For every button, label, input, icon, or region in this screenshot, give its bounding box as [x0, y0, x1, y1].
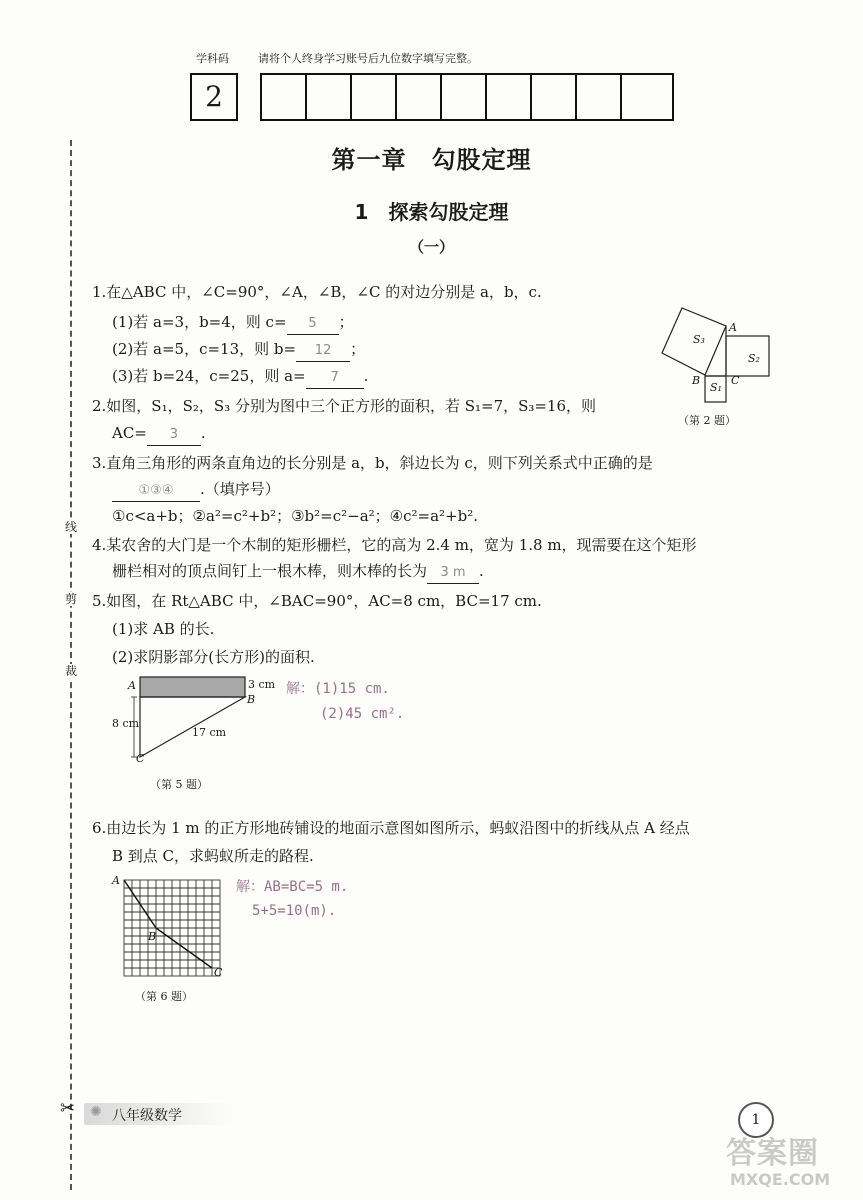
subject-code-label: 学科码 [196, 52, 229, 65]
q3-line2-end: .（填序号） [200, 480, 280, 498]
cut-word: 裁 [62, 664, 80, 678]
cut-word: 线 [62, 520, 80, 534]
q4-line2-text: 栅栏相对的顶点间钉上一根木棒，则木棒的长为 [112, 562, 428, 580]
q6-label-c: C [214, 966, 223, 979]
page-number: 1 [738, 1102, 774, 1138]
chapter-title: 第一章 勾股定理 [331, 146, 532, 174]
q2-label-a: A [729, 321, 737, 334]
q2-label-c: C [731, 374, 740, 387]
id-digit-box[interactable] [305, 73, 352, 121]
q1-stem: 1.在△ABC 中，∠C=90°，∠A，∠B，∠C 的对边分别是 a，b，c. [92, 283, 542, 301]
cut-word: 剪 [62, 592, 80, 606]
q1-sub1 [112, 312, 354, 335]
q6-label-a: A [112, 874, 120, 887]
id-digit-box[interactable] [350, 73, 397, 121]
section-title: 1 探索勾股定理 [354, 200, 509, 224]
id-digit-box[interactable] [485, 73, 532, 121]
watermark-text: 答案圈 [726, 1136, 819, 1171]
q2-label-b: B [692, 374, 701, 387]
q5-stem: 5.如图，在 Rt△ABC 中，∠BAC=90°，AC=8 cm，BC=17 cm. [92, 592, 542, 610]
q2-label-s1: S₁ [710, 381, 722, 394]
q5-answer-2: (2)45 cm². [320, 706, 405, 722]
q2-answer[interactable]: 3 [147, 425, 201, 446]
q2-line2-end: . [200, 424, 206, 442]
id-digit-box[interactable] [530, 73, 577, 121]
q1-sub2-answer[interactable]: 12 [296, 341, 350, 362]
q5-sub1: (1)求 AB 的长. [112, 620, 215, 638]
q1-sub2-text: (2)若 a=5，c=13，则 b= [112, 340, 297, 358]
q4-answer[interactable]: 3 m [427, 563, 479, 584]
q6-grid-figure [122, 878, 222, 980]
instruction: 请将个人终身学习账号后九位数字填写完整。 [258, 52, 478, 65]
footer-grade: 八年级数学 [112, 1108, 182, 1124]
q1-sub2-end: ； [350, 340, 366, 358]
q3-answer[interactable]: ①③④ [112, 481, 200, 502]
q4-line2 [112, 561, 484, 584]
star-icon: ✺ [90, 1104, 102, 1120]
q1-sub1-text: (1)若 a=3，b=4，则 c= [112, 313, 287, 331]
q2-label-s2: S₂ [748, 352, 760, 365]
id-digit-box[interactable] [440, 73, 487, 121]
q5-label-b: B [247, 693, 256, 706]
q1-sub2 [112, 339, 365, 362]
q5-label-height: 8 cm [112, 717, 140, 730]
q6-answer-1: 解：AB=BC=5 m. [236, 879, 349, 895]
q1-sub3-text: (3)若 b=24，c=25，则 a= [112, 367, 306, 385]
q6-stem: 6.由边长为 1 m 的正方形地砖铺设的地面示意图如图所示，蚂蚁沿图中的折线从点 A 经点 [92, 819, 690, 837]
q5-label-a: A [128, 679, 136, 692]
q6-label-b: B [148, 930, 157, 943]
q2-stem: 2.如图，S₁，S₂，S₃ 分别为图中三个正方形的面积，若 S₁=7，S₃=16，则 [92, 397, 597, 415]
q5-answer-1: 解：(1)15 cm. [286, 681, 390, 697]
q4-stem: 4.某农舍的大门是一个木制的矩形栅栏，它的高为 2.4 m，宽为 1.8 m，现需要在这个矩形 [92, 536, 697, 554]
q1-sub1-answer[interactable]: 5 [287, 314, 339, 335]
q6-stem2: B 到点 C，求蚂蚁所走的路程. [112, 847, 314, 865]
q3-options: ①c<a+b；②a²=c²+b²；③b²=c²−a²；④c²=a²+b². [112, 507, 479, 525]
part-label: （一） [408, 238, 454, 256]
q5-label-hypotenuse: 17 cm [192, 726, 227, 739]
q1-sub3 [112, 366, 368, 389]
q2-line2 [112, 423, 206, 446]
q1-sub3-answer[interactable]: 7 [306, 368, 364, 389]
q6-caption: （第 6 题） [135, 990, 193, 1003]
id-digit-box[interactable] [395, 73, 442, 121]
id-digit-box[interactable] [260, 73, 307, 121]
q5-caption: （第 5 题） [150, 778, 208, 791]
q4-line2-end: . [479, 562, 484, 580]
q5-sub2: (2)求阴影部分(长方形)的面积. [112, 648, 315, 666]
q3-line2 [112, 479, 280, 502]
subject-code-box: 2 [190, 73, 238, 121]
q5-figure [125, 672, 260, 767]
id-digit-box[interactable] [620, 73, 674, 121]
q5-label-c: C [136, 752, 145, 765]
q2-caption: （第 2 题） [678, 414, 736, 427]
watermark-url: MXQE.COM [730, 1170, 831, 1189]
q3-stem: 3.直角三角形的两条直角边的长分别是 a，b，斜边长为 c，则下列关系式中正确的是 [92, 454, 653, 472]
q1-sub1-end: ； [338, 313, 354, 331]
q1-sub3-end: . [363, 367, 369, 385]
id-digit-box[interactable] [575, 73, 622, 121]
q5-label-width: 3 cm [248, 678, 276, 691]
q2-line2-text: AC= [112, 424, 147, 442]
q6-answer-2: 5+5=10(m). [252, 903, 337, 919]
scissors-icon: ✂ [60, 1098, 76, 1119]
q2-label-s3: S₃ [693, 333, 705, 346]
